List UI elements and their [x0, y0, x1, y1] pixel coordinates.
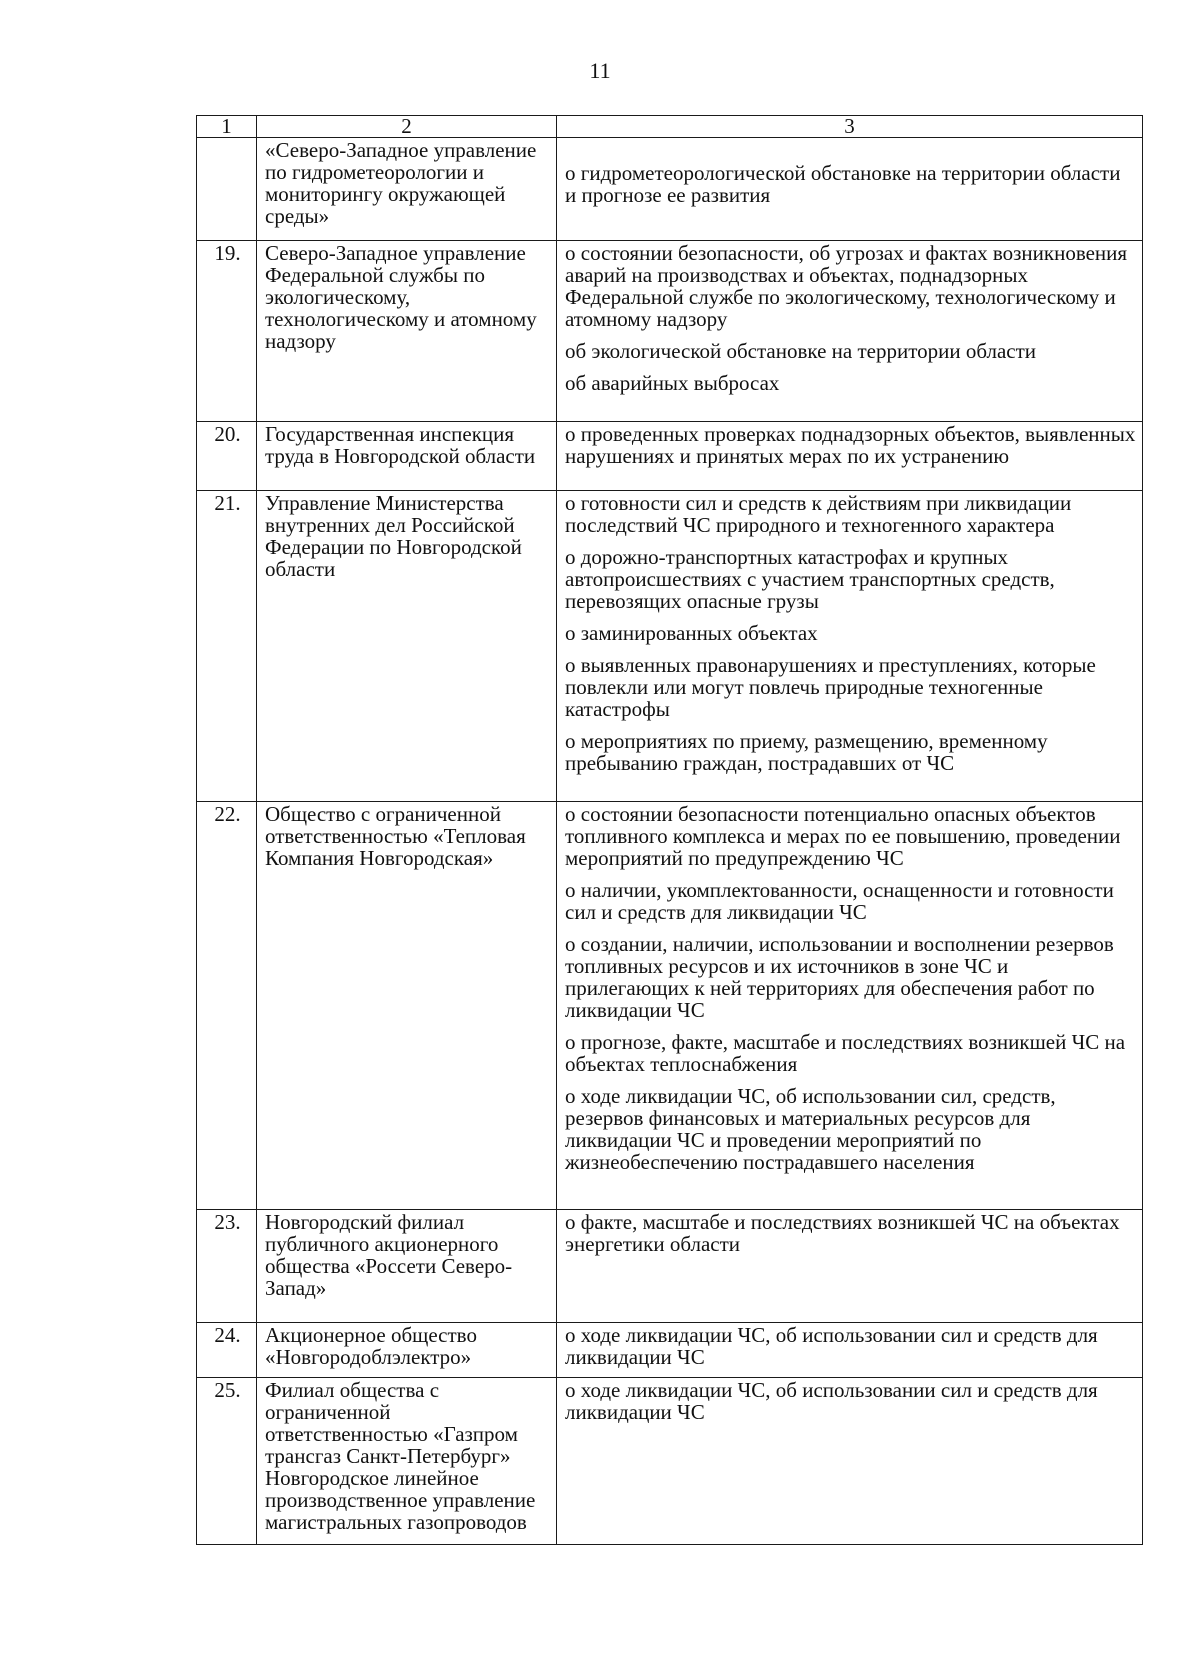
topic-item: о ходе ликвидации ЧС, об использовании сил и средств для ликвидации ЧС — [565, 1378, 1098, 1424]
topic-item: о дорожно-транспортных катастрофах и крупных автопроисшествиях с участием транспортных средств, перевозящих опасные грузы — [565, 545, 1055, 613]
topics-cell — [557, 1378, 1143, 1545]
topic-item: о готовности сил и средств к действиям при ликвидации последствий ЧС природного и техногенного характера — [565, 491, 1072, 537]
topic-item: о состоянии безопасности, об угрозах и фактах возникновения аварий на производствах и объектах, поднадзорных Федеральной службе по экологическому, технологическому и атомному надзору — [565, 241, 1128, 331]
topics-cell — [557, 138, 1143, 241]
topic-item: о выявленных правонарушениях и преступлениях, которые повлекли или могут повлечь природные техногенные катастрофы — [565, 653, 1096, 721]
topics-cell — [557, 1323, 1143, 1378]
topic-item: о заминированных объектах — [565, 621, 818, 645]
topic-item: об аварийных выбросах — [565, 371, 780, 395]
table-row — [197, 802, 1143, 1210]
organization-name: Общество с ограниченной ответственностью «Тепловая Компания Новгородская» — [257, 802, 557, 1210]
page-number: 11 — [589, 58, 611, 83]
table-row — [197, 1323, 1143, 1378]
topics-cell — [557, 422, 1143, 491]
topics-cell — [557, 1210, 1143, 1323]
row-number: 25. — [197, 1378, 257, 1545]
organization-name: Управление Министерства внутренних дел Российской Федерации по Новгородской области — [257, 491, 557, 802]
table-row — [197, 1210, 1143, 1323]
row-number: 23. — [197, 1210, 257, 1323]
organization-name: Новгородский филиал публичного акционерного общества «Россети Северо-Запад» — [257, 1210, 557, 1323]
topics-cell — [557, 241, 1143, 422]
topic-item: о прогнозе, факте, масштабе и последствиях возникшей ЧС на объектах теплоснабжения — [565, 1030, 1126, 1076]
table-row — [197, 1378, 1143, 1545]
topic-item: о проведенных проверках поднадзорных объектов, выявленных нарушениях и принятых мерах по их устранению — [565, 422, 1136, 468]
topic-item: о состоянии безопасности потенциально опасных объектов топливного комплекса и мерах по ее повышению, проведении мероприятий по предупреждению ЧС — [565, 802, 1121, 870]
column-header-3: 3 — [557, 116, 1143, 138]
row-number: 24. — [197, 1323, 257, 1378]
topic-item: о создании, наличии, использовании и восполнении резервов топливных ресурсов и их источников в зоне ЧС и прилегающих к ней территориях для обеспечения работ по ликвидации ЧС — [565, 932, 1114, 1022]
topic-item: о мероприятиях по приему, размещению, временному пребыванию граждан, пострадавших от ЧС — [565, 729, 1048, 775]
organization-name: Северо-Западное управление Федеральной службы по экологическому, технологическому и атомному надзору — [257, 241, 557, 422]
information-exchange-table — [196, 115, 1143, 1545]
topic-item: о наличии, укомплектованности, оснащенности и готовности сил и средств для ликвидации ЧС — [565, 878, 1114, 924]
topic-item: об экологической обстановке на территории области — [565, 339, 1037, 363]
organization-name: Государственная инспекция труда в Новгородской области — [257, 422, 557, 491]
organization-name: Акционерное общество «Новгородоблэлектро» — [257, 1323, 557, 1378]
table-row — [197, 422, 1143, 491]
row-number: 19. — [197, 241, 257, 422]
row-number: 20. — [197, 422, 257, 491]
topic-item: о гидрометеорологической обстановке на территории области и прогнозе ее развития — [565, 161, 1121, 207]
topic-item: о ходе ликвидации ЧС, об использовании сил и средств для ликвидации ЧС — [565, 1323, 1098, 1369]
table-row — [197, 491, 1143, 802]
topics-cell — [557, 802, 1143, 1210]
column-header-2: 2 — [257, 116, 557, 138]
row-number: 21. — [197, 491, 257, 802]
organization-name: Филиал общества с ограниченной ответственностью «Газпром трансгаз Санкт-Петербург» Новгородское линейное производственное управление магистральных газопроводов — [257, 1378, 557, 1545]
row-number — [197, 138, 257, 241]
topics-cell — [557, 491, 1143, 802]
organization-name: «Северо-Западное управление по гидрометеорологии и мониторингу окружающей среды» — [257, 138, 557, 241]
row-number: 22. — [197, 802, 257, 1210]
topic-item: о ходе ликвидации ЧС, об использовании сил, средств, резервов финансовых и материальных ресурсов для ликвидации ЧС и проведении мероприятий по жизнеобеспечению пострадавшего населения — [565, 1084, 1056, 1174]
table-row — [197, 241, 1143, 422]
table-row — [197, 138, 1143, 241]
column-header-1: 1 — [197, 116, 257, 138]
table-header-row — [197, 116, 1143, 138]
topic-item: о факте, масштабе и последствиях возникшей ЧС на объектах энергетики области — [565, 1210, 1120, 1256]
